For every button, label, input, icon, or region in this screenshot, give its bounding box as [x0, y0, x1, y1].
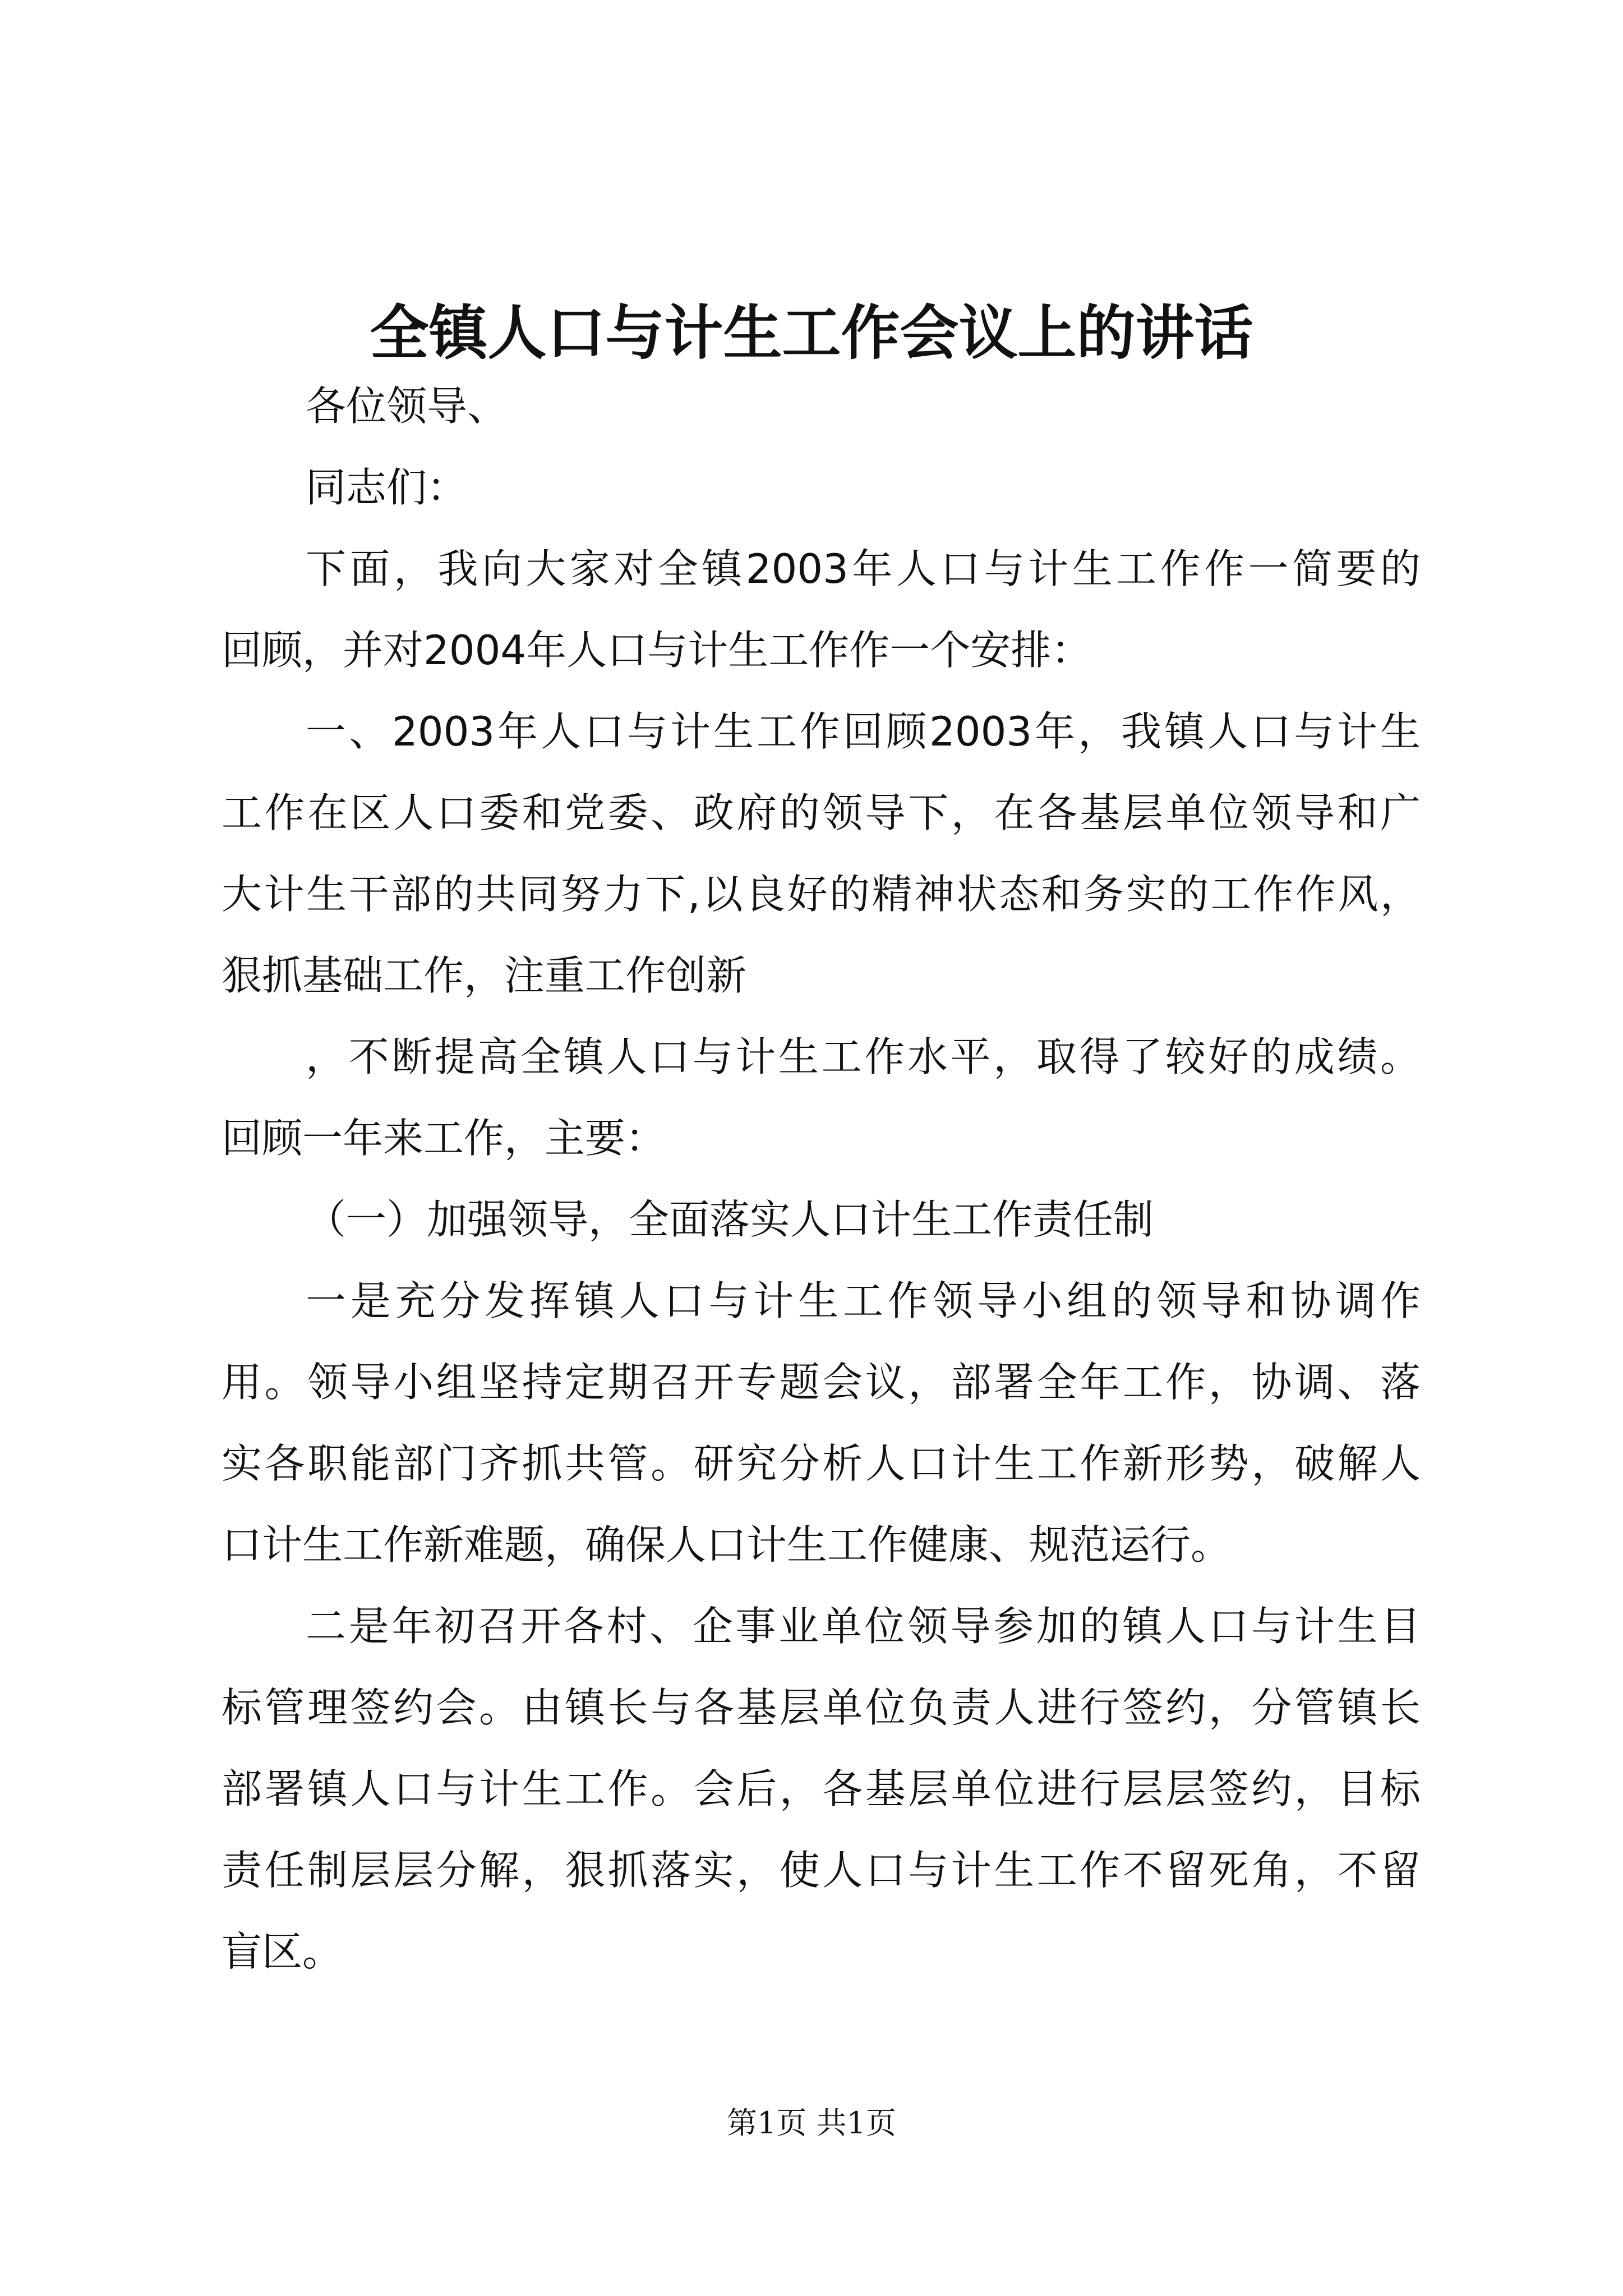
document-title: 全镇人口与计生工作会议上的讲话 [370, 298, 1253, 367]
paragraph-line: 用。领导小组坚持定期召开专题会议，部署全年工作，协调、落 [222, 1359, 1421, 1406]
paragraph-line: 下面，我向大家对全镇2003年人口与计生工作作一简要的 [306, 545, 1421, 592]
paragraph-line: 部署镇人口与计生工作。会后，各基层单位进行层层签约，目标 [222, 1765, 1421, 1812]
paragraph-line: 口计生工作新难题，确保人口计生工作健康、规范运行。 [222, 1521, 1232, 1568]
paragraph-line: 盲区。 [222, 1928, 343, 1975]
salutation-line: 同志们： [306, 464, 468, 511]
paragraph-line: 实各职能部门齐抓共管。研究分析人口计生工作新形势，破解人 [222, 1440, 1421, 1487]
paragraph-line: 回顾一年来工作，主要： [222, 1115, 666, 1162]
paragraph-line: 一、2003年人口与计生工作回顾2003年，我镇人口与计生 [306, 708, 1421, 755]
paragraph-line: 标管理签约会。由镇长与各基层单位负责人进行签约，分管镇长 [222, 1684, 1421, 1731]
paragraph-line: ，不断提高全镇人口与计生工作水平，取得了较好的成绩。 [306, 1033, 1421, 1080]
paragraph-line: 责任制层层分解，狠抓落实，使人口与计生工作不留死角，不留 [222, 1847, 1421, 1894]
paragraph-line: 工作在区人口委和党委、政府的领导下，在各基层单位领导和广 [222, 789, 1421, 836]
page-footer: 第1页 共1页 [727, 2105, 896, 2141]
section-heading: （一）加强领导，全面落实人口计生工作责任制 [306, 1196, 1154, 1243]
paragraph-line: 回顾，并对2004年人口与计生工作作一个安排： [222, 627, 1092, 674]
paragraph-line: 狠抓基础工作，注重工作创新 [222, 952, 747, 999]
salutation-line: 各位领导、 [306, 383, 508, 430]
paragraph-line: 一是充分发挥镇人口与计生工作领导小组的领导和协调作 [306, 1277, 1421, 1324]
paragraph-line: 大计生干部的共同努力下,以良好的精神状态和务实的工作作风， [222, 871, 1421, 918]
paragraph-line: 二是年初召开各村、企事业单位领导参加的镇人口与计生目 [306, 1603, 1421, 1650]
